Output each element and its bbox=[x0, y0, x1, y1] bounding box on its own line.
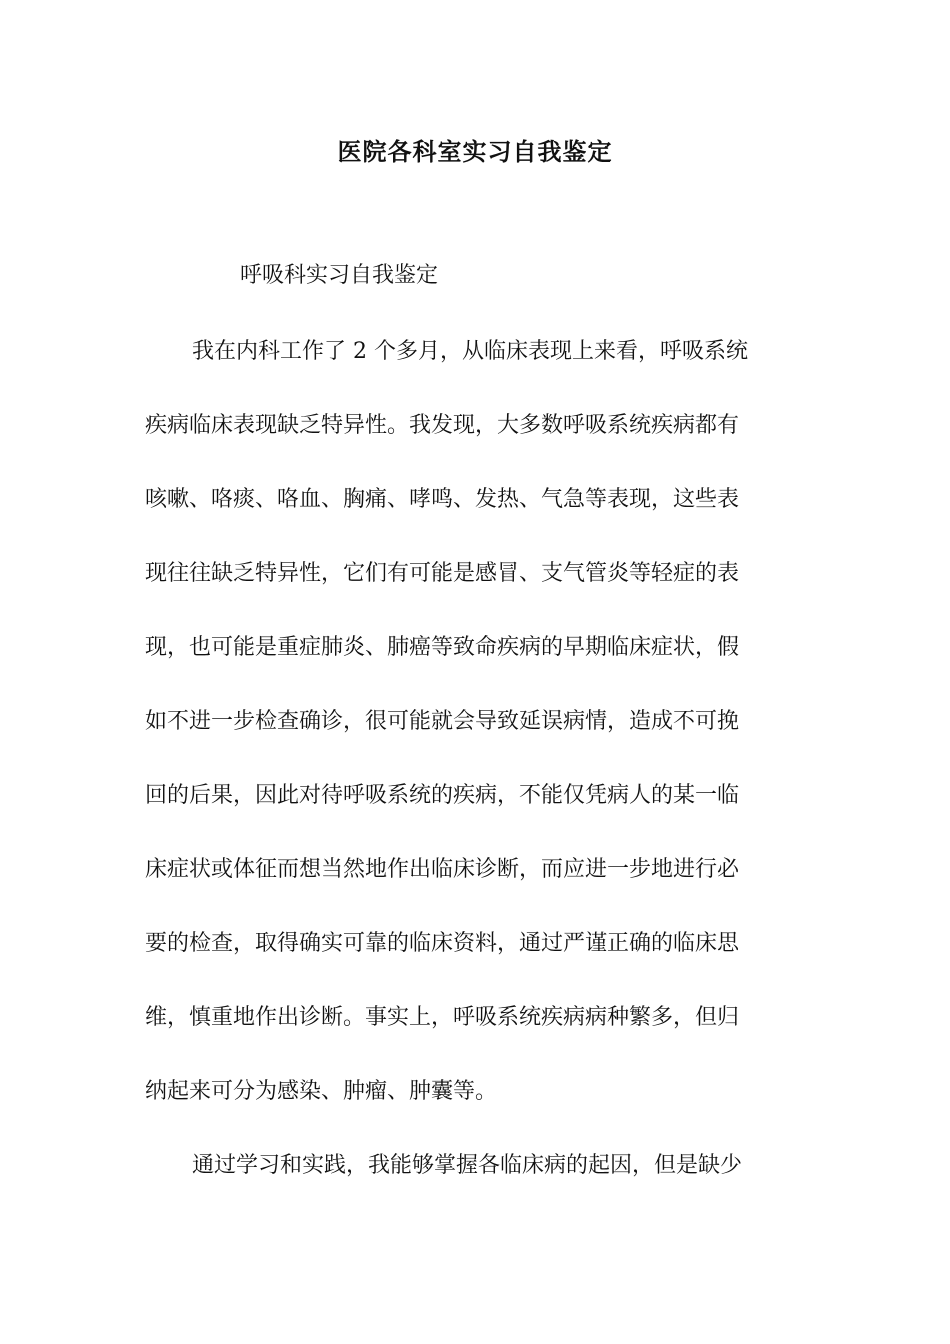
paragraph-line: 通过学习和实践，我能够掌握各临床病的起因，但是缺少 bbox=[192, 1153, 743, 1178]
paragraph-line: 要的检查，取得确实可靠的临床资料，通过严谨正确的临床思 bbox=[145, 931, 740, 956]
paragraph-line: 疾病临床表现缺乏特异性。我发现，大多数呼吸系统疾病都有 bbox=[145, 413, 740, 438]
paragraph-line: 纳起来可分为感染、肿瘤、肿囊等。 bbox=[145, 1079, 498, 1104]
document-title: 医院各科室实习自我鉴定 bbox=[337, 137, 613, 166]
paragraph-line: 咳嗽、咯痰、咯血、胸痛、哮鸣、发热、气急等表现，这些表 bbox=[145, 487, 740, 512]
paragraph-line: 维，慎重地作出诊断。事实上，呼吸系统疾病病种繁多，但归 bbox=[145, 1005, 740, 1030]
paragraph-line: 回的后果，因此对待呼吸系统的疾病，不能仅凭病人的某一临 bbox=[145, 783, 740, 808]
paragraph-line: 我在内科工作了 2 个多月，从临床表现上来看，呼吸系统 bbox=[192, 339, 748, 364]
paragraph-line: 床症状或体征而想当然地作出临床诊断，而应进一步地进行必 bbox=[145, 857, 740, 882]
paragraph-line: 现，也可能是重症肺炎、肺癌等致命疾病的早期临床症状，假 bbox=[145, 635, 740, 660]
paragraph-2 bbox=[145, 1147, 807, 1221]
section-subtitle: 呼吸科实习自我鉴定 bbox=[240, 263, 439, 288]
paragraph-1 bbox=[145, 333, 807, 1147]
paragraph-line: 如不进一步检查确诊，很可能就会导致延误病情，造成不可挽 bbox=[145, 709, 740, 734]
paragraph-line: 现往往缺乏特异性，它们有可能是感冒、支气管炎等轻症的表 bbox=[145, 561, 740, 586]
